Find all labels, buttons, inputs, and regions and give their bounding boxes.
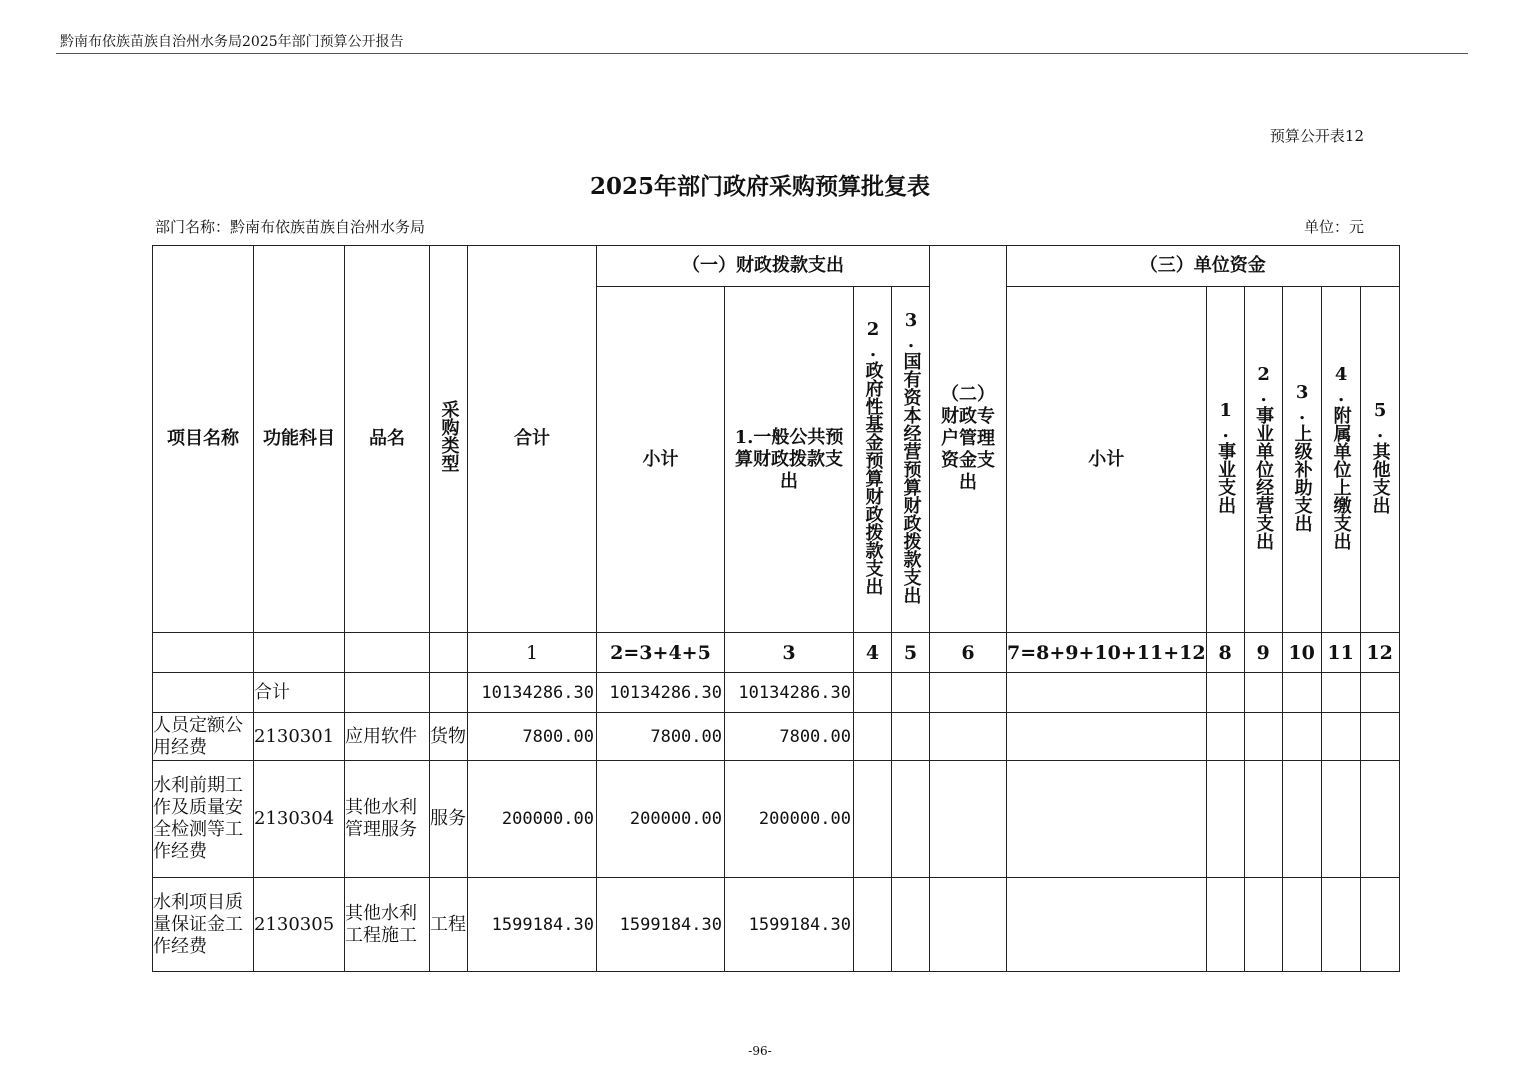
table-row [153,761,1400,878]
amount-subtotal-cell: 200000.00 [597,761,725,878]
index-cell: 2=3+4+5 [597,633,725,673]
index-cell: 11 [1321,633,1360,673]
header-g1-gov-fund: 2.政府性基金预算财政拨款支出 [854,287,892,633]
amount-subtotal-cell: 7800.00 [597,713,725,761]
project-name-cell: 人员定额公用经费 [153,713,254,761]
index-cell: 5 [892,633,930,673]
index-cell: 8 [1206,633,1244,673]
function-code-cell: 2130301 [254,713,345,761]
amount-subtotal-cell: 1599184.30 [597,878,725,972]
header-g1-state-capital: 3.国有资本经营预算财政拨款支出 [892,287,930,633]
index-cell: 10 [1282,633,1321,673]
total-amount: 10134286.30 [468,673,597,713]
function-code-cell: 2130304 [254,761,345,878]
index-cell: 12 [1360,633,1399,673]
index-cell: 1 [468,633,597,673]
header-item-name: 品名 [345,246,430,633]
amount-total-cell: 200000.00 [468,761,597,878]
purchase-type-cell: 货物 [430,713,468,761]
running-header: 黔南布依族苗族自治州水务局2025年部门预算公开报告 [60,34,404,50]
project-name-cell: 水利前期工作及质量安全检测等工作经费 [153,761,254,878]
header-g1-general-budget: 1.一般公共预算财政拨款支出 [725,287,854,633]
header-g3-c5: 5.其他支出 [1360,287,1399,633]
index-cell: 9 [1244,633,1282,673]
amount-total-cell: 7800.00 [468,713,597,761]
department-label: 部门名称：黔南布依族苗族自治州水务局 [155,218,426,236]
index-cell: 4 [854,633,892,673]
header-g3-subtotal: 小计 [1007,287,1207,633]
amount-general-cell: 200000.00 [725,761,854,878]
index-cell: 7=8+9+10+11+12 [1007,633,1207,673]
table-row [153,713,1400,761]
project-name-cell: 水利项目质量保证金工作经费 [153,878,254,972]
total-row [153,673,1400,713]
item-name-cell: 其他水利工程施工 [345,878,430,972]
total-subtotal: 10134286.30 [597,673,725,713]
unit-label: 单位：元 [1303,218,1364,236]
header-g3-c4: 4.附属单位上缴支出 [1321,287,1360,633]
total-label: 合计 [254,673,345,713]
item-name-cell: 其他水利管理服务 [345,761,430,878]
procurement-budget-table [152,245,1400,972]
header-function-subject: 功能科目 [254,246,345,633]
header-total: 合计 [468,246,597,633]
amount-total-cell: 1599184.30 [468,878,597,972]
index-cell: 3 [725,633,854,673]
index-cell: 6 [930,633,1007,673]
header-purchase-type: 采购类型 [430,246,468,633]
table-number: 预算公开表12 [1269,127,1364,145]
header-rule [56,53,1468,54]
purchase-type-cell: 工程 [430,878,468,972]
header-g3-c1: 1.事业支出 [1206,287,1244,633]
function-code-cell: 2130305 [254,878,345,972]
header-fiscal-appropriation: （一）财政拨款支出 [597,246,930,287]
total-general: 10134286.30 [725,673,854,713]
table-row [153,878,1400,972]
item-name-cell: 应用软件 [345,713,430,761]
header-g3-c2: 2.事业单位经营支出 [1244,287,1282,633]
index-row [153,633,1400,673]
page-title: 2025年部门政府采购预算批复表 [589,173,930,200]
purchase-type-cell: 服务 [430,761,468,878]
amount-general-cell: 1599184.30 [725,878,854,972]
page-number: -96- [748,1044,772,1058]
header-g3-c3: 3.上级补助支出 [1282,287,1321,633]
header-special-account: （二）财政专户管理资金支出 [930,246,1007,633]
header-unit-funds: （三）单位资金 [1007,246,1400,287]
amount-general-cell: 7800.00 [725,713,854,761]
header-project-name: 项目名称 [153,246,254,633]
header-g1-subtotal: 小计 [597,287,725,633]
